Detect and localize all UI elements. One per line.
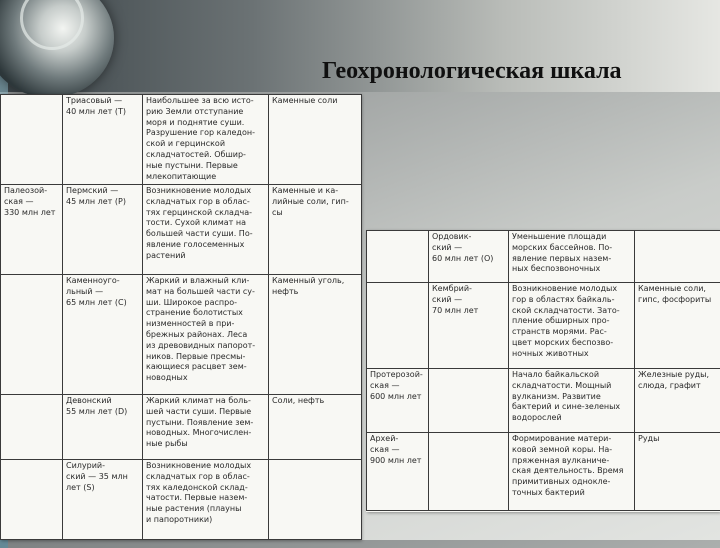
period-cell: Девонский 55 млн лет (D): [63, 395, 143, 460]
minerals-cell: Соли, нефть: [269, 395, 362, 460]
events-cell: Возникновение молодых гор в областях байкаль- ской складчатости. Зато- пление обширных про- странств морями. Рас- цвет морских беспозво- ночных животных: [509, 283, 635, 369]
table-row: [367, 369, 720, 433]
table-row: [1, 460, 362, 540]
events-cell: Жаркий климат на боль- шей части суши. Первые пустыни. Появление зем- новодных. Многочислен- ные рыбы: [143, 395, 269, 460]
right-geochronology-table: [366, 230, 720, 511]
table-row: [1, 95, 362, 185]
events-cell: Уменьшение площади морских бассейнов. По- явление первых назем- ных беспозвоночных: [509, 231, 635, 283]
minerals-cell: Руды: [635, 433, 720, 511]
era-cell: [367, 283, 429, 369]
table-row: [367, 433, 720, 511]
events-cell: Начало байкальской складчатости. Мощный вулканизм. Развитие бактерий и сине-зеленых водорослей: [509, 369, 635, 433]
period-cell: Триасовый — 40 млн лет (Т): [63, 95, 143, 185]
minerals-cell: Каменный уголь, нефть: [269, 275, 362, 395]
minerals-cell: Железные руды, слюда, графит: [635, 369, 720, 433]
era-cell: [1, 275, 63, 395]
left-geochronology-table: [0, 94, 362, 540]
slide-title: Геохронологическая шкала: [322, 58, 622, 85]
period-cell: [429, 369, 509, 433]
minerals-cell: Каменные соли, гипс, фосфориты: [635, 283, 720, 369]
events-cell: Жаркий и влажный кли- мат на большей части су- ши. Широкое распро- странение болотистых низменностей в при- брежных районах. Леса из древовидных папорот- ников. Первые пресмы- кающиеся расцвет зем- новодных: [143, 275, 269, 395]
globe-ring-decoration: [20, 0, 84, 50]
period-cell: [429, 433, 509, 511]
table-row: [1, 395, 362, 460]
era-cell: Палеозой- ская — 330 млн лет: [1, 185, 63, 275]
minerals-cell: Каменные и ка- лийные соли, гип- сы: [269, 185, 362, 275]
minerals-cell: Каменные соли: [269, 95, 362, 185]
events-cell: Наибольшее за всю исто- рию Земли отступание моря и поднятие суши. Разрушение гор каледон- ской и герцинской складчатостей. Обшир- ные пустыни. Первые млекопитающие: [143, 95, 269, 185]
era-cell: Архей- ская — 900 млн лет: [367, 433, 429, 511]
period-cell: Пермский — 45 млн лет (Р): [63, 185, 143, 275]
table-row: [1, 185, 362, 275]
events-cell: Формирование матери- ковой земной коры. На- пряженная вулканиче- ская деятельность. Время примитивных однокле- точных бактерий: [509, 433, 635, 511]
era-cell: Протерозой- ская — 600 млн лет: [367, 369, 429, 433]
period-cell: Силурий- ский — 35 млн лет (S): [63, 460, 143, 540]
era-cell: [1, 395, 63, 460]
period-cell: Каменноуго- льный — 65 млн лет (С): [63, 275, 143, 395]
events-cell: Возникновение молодых складчатых гор в облас- тях герцинской складча- тости. Сухой климат на большей части суши. По- явление голосеменных растений: [143, 185, 269, 275]
period-cell: Ордовик- ский — 60 млн лет (О): [429, 231, 509, 283]
era-cell: [367, 231, 429, 283]
minerals-cell: [635, 231, 720, 283]
events-cell: Возникновение молодых складчатых гор в облас- тях каледонской склад- чатости. Первые назем- ные растения (плауны и папоротники): [143, 460, 269, 540]
table-row: [1, 275, 362, 395]
era-cell: [1, 95, 63, 185]
era-cell: [1, 460, 63, 540]
minerals-cell: [269, 460, 362, 540]
period-cell: Кембрий- ский — 70 млн лет: [429, 283, 509, 369]
table-row: [367, 283, 720, 369]
table-row: [367, 231, 720, 283]
